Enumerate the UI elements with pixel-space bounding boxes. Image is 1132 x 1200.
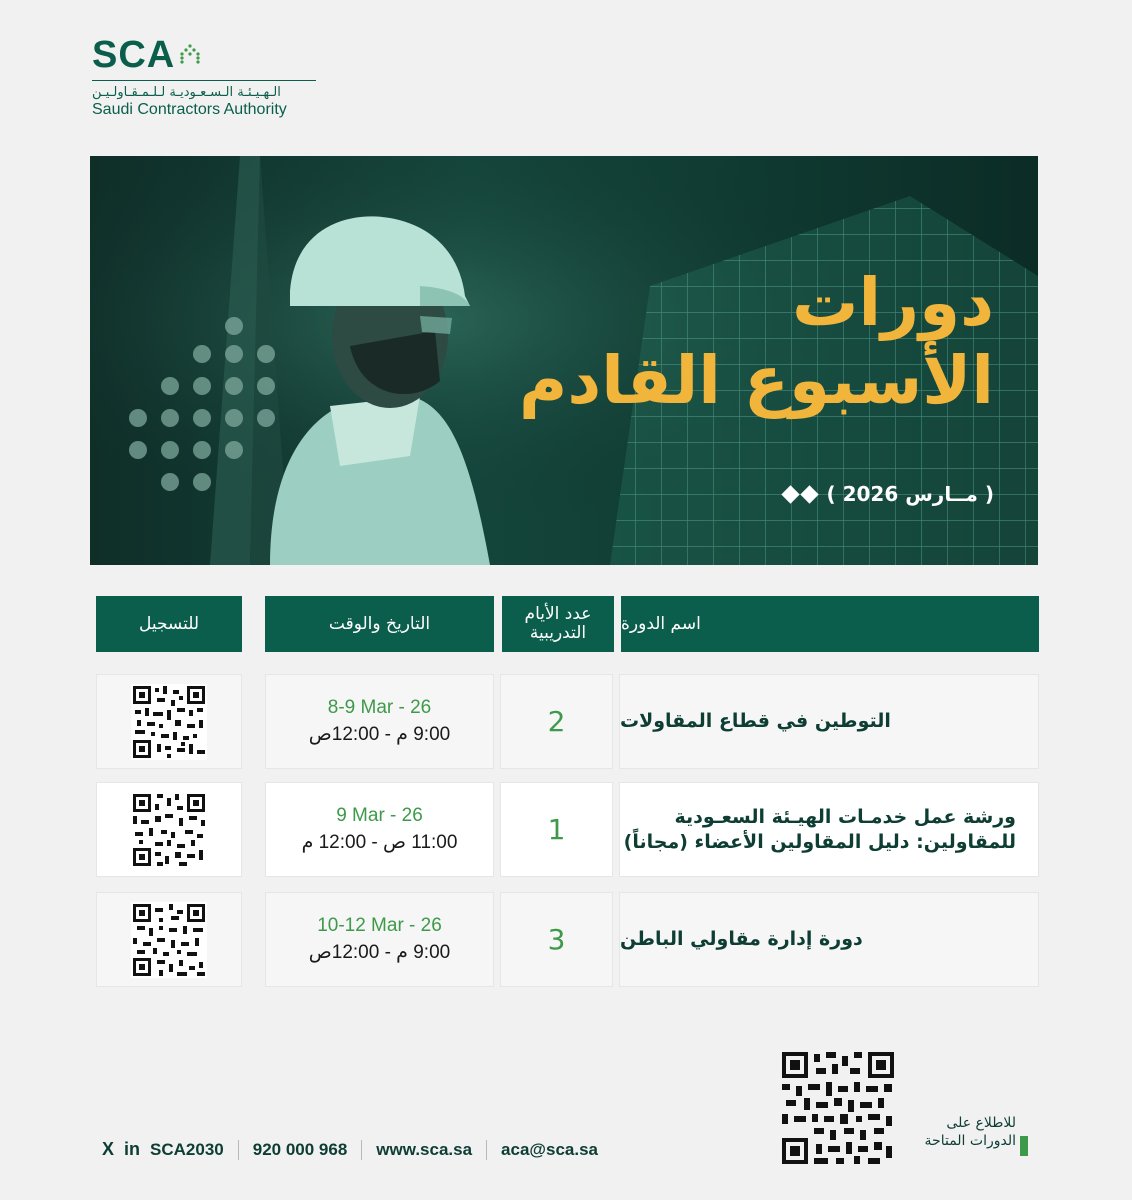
- header-course-name: اسم الدورة: [621, 596, 1039, 652]
- note-line1: للاطلاع على: [946, 1115, 1016, 1131]
- hero-banner: [90, 156, 1038, 565]
- training-days: 3: [500, 892, 613, 987]
- available-courses-note: [902, 1114, 1016, 1150]
- social-handle[interactable]: SCA2030: [150, 1139, 224, 1159]
- date-time: [265, 782, 494, 877]
- course-date: 9 Mar - 26: [336, 805, 423, 826]
- diamonds-icon: [784, 488, 816, 501]
- phone-number[interactable]: 920 000 968: [252, 1139, 348, 1159]
- course-time: 9:00 م - 12:00ص: [308, 724, 451, 745]
- hero-subtitle: [784, 482, 994, 506]
- website-link[interactable]: www.sca.sa: [376, 1139, 473, 1159]
- note-line2: الدورات المتاحة: [924, 1133, 1016, 1150]
- x-icon[interactable]: X: [102, 1139, 115, 1159]
- qr-code-icon[interactable]: [131, 684, 207, 760]
- footer-divider: [238, 1140, 239, 1160]
- hero-title-line1: دورات: [792, 264, 994, 341]
- email-link[interactable]: aca@sca.sa: [501, 1139, 598, 1159]
- course-name: دورة إدارة مقاولي الباطن: [619, 892, 1039, 987]
- hero-title-line2: الأسبوع القادم: [519, 341, 994, 419]
- training-days: 1: [500, 782, 613, 877]
- register-qr-cell[interactable]: [96, 674, 242, 769]
- header-training-days: عدد الأيام التدريبية: [502, 596, 614, 652]
- linkedin-icon[interactable]: in: [124, 1139, 141, 1159]
- course-name: التوطين في قطاع المقاولات: [619, 674, 1039, 769]
- course-time: 11:00 ص - 12:00 م: [301, 832, 458, 853]
- training-days: 2: [500, 674, 613, 769]
- accent-bar: [1020, 1136, 1028, 1156]
- footer-contacts: [102, 1139, 598, 1160]
- footer-divider: [361, 1140, 362, 1160]
- header-date-time: التاريخ والوقت: [265, 596, 494, 652]
- hero-subtitle-text: ( مــارس 2026 ): [826, 482, 994, 506]
- register-qr-cell[interactable]: [96, 782, 242, 877]
- date-time: [265, 674, 494, 769]
- qr-code-icon[interactable]: [131, 902, 207, 978]
- footer-divider: [486, 1140, 487, 1160]
- logo-brand: SCA: [92, 34, 176, 76]
- sca-logo: [92, 28, 332, 119]
- course-date: 10-12 Mar - 26: [317, 915, 442, 936]
- available-courses-qr-icon[interactable]: [780, 1050, 896, 1166]
- logo-divider: [92, 80, 316, 81]
- hero-title: [519, 264, 994, 420]
- logo-english-name: Saudi Contractors Authority: [92, 101, 287, 118]
- date-time: [265, 892, 494, 987]
- register-qr-cell[interactable]: [96, 892, 242, 987]
- header-register: للتسجيل: [96, 596, 242, 652]
- course-date: 8-9 Mar - 26: [327, 697, 432, 718]
- course-time: 9:00 م - 12:00ص: [308, 942, 451, 963]
- course-name: ورشة عمل خدمـات الهيـئة السعـودية للمقاولين: دليل المقاولين الأعضاء (مجاناً): [619, 782, 1039, 877]
- logo-arabic-name: الـهـيـئـة الـسـعـوديـة لـلـمـقـاولـيـن: [92, 85, 281, 100]
- qr-code-icon[interactable]: [131, 792, 207, 868]
- logo-dots-icon: [179, 44, 201, 66]
